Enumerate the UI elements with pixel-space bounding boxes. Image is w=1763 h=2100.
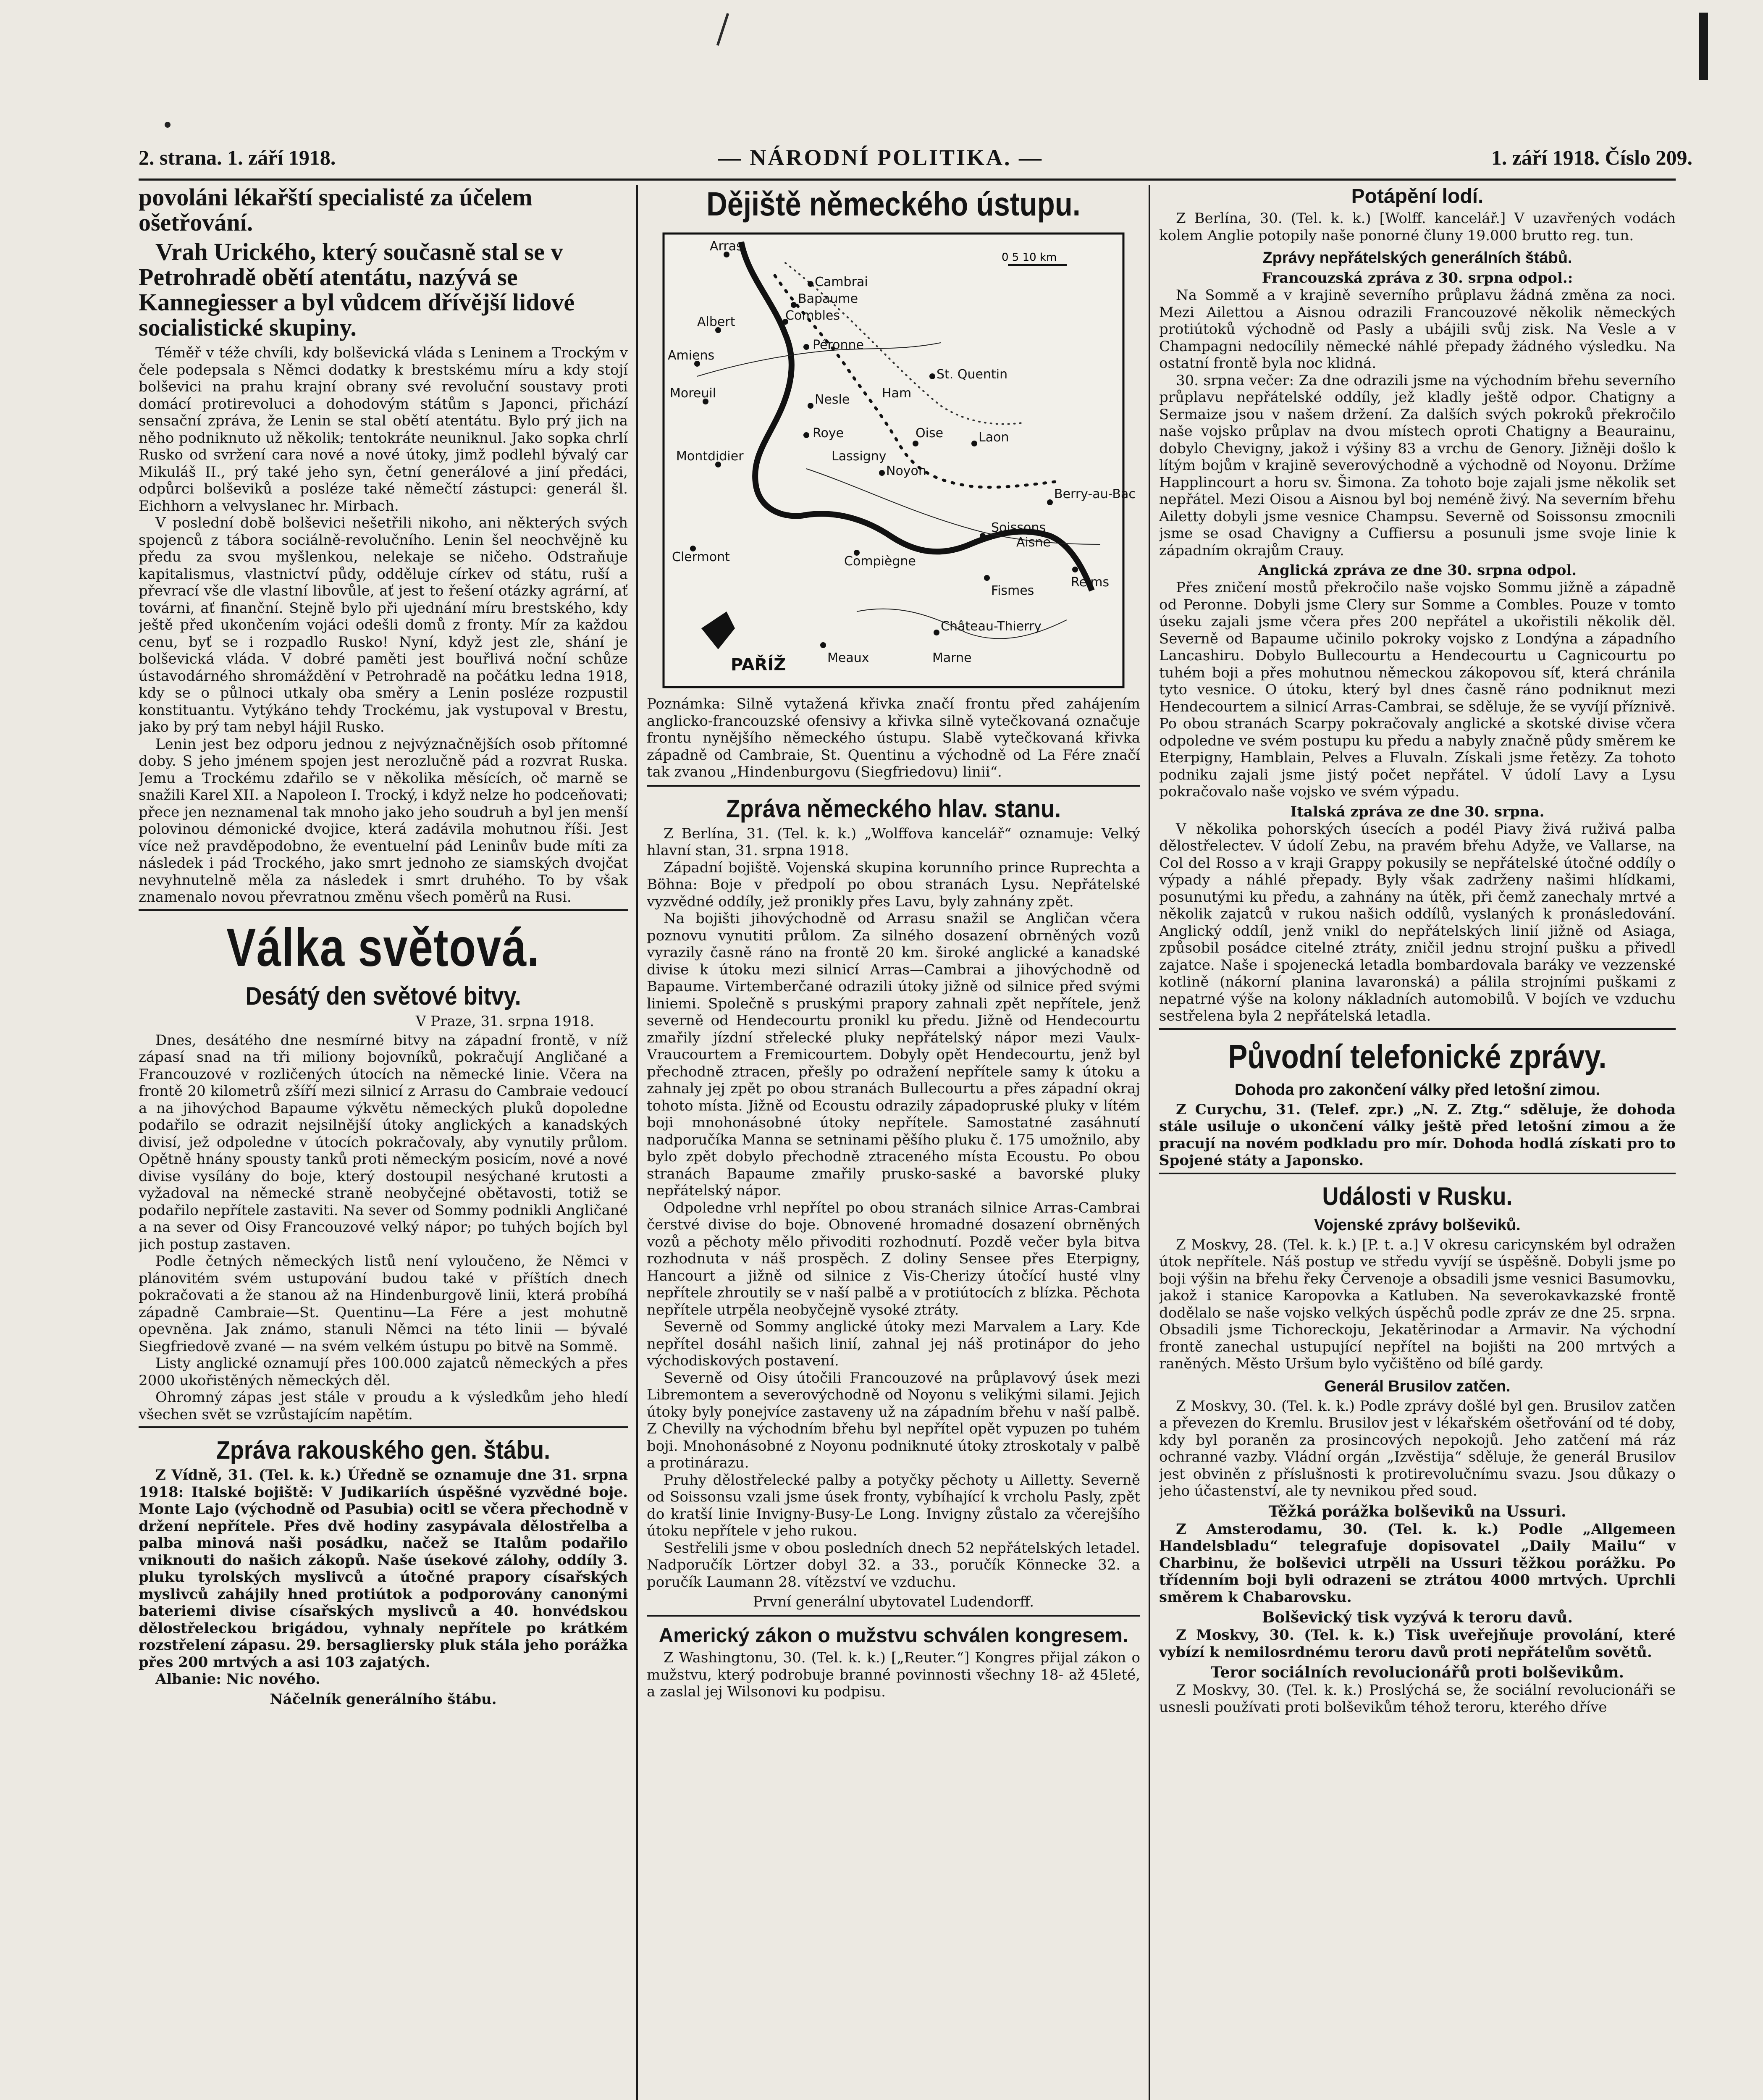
map-label: Péronne bbox=[813, 338, 864, 352]
map-label: Nesle bbox=[815, 392, 850, 407]
map-label: Ham bbox=[882, 386, 912, 401]
masthead-rule bbox=[139, 178, 1676, 181]
section-divider bbox=[1159, 1173, 1676, 1178]
map-label: Moreuil bbox=[670, 386, 716, 401]
udalosti-headline: Události v Rusku. bbox=[1322, 1182, 1513, 1210]
americky-article bbox=[647, 1649, 1140, 1701]
francouzska-subhead: Francouzská zpráva z 30. srpna odpol.: bbox=[1262, 270, 1573, 286]
tisk-headline: Bolševický tisk vyzývá k teroru davů. bbox=[1262, 1609, 1573, 1626]
nemecky-headline: Zpráva německého hlav. stanu. bbox=[726, 794, 1061, 823]
column-rule-2 bbox=[1149, 185, 1150, 2100]
article-paragraph: Z Vídně, 31. (Tel. k. k.) Úředně se oznamuje dne 31. srpna 1918: Italské bojiště: V Judikariích úspěšné vyzvědné boje. Monte Lajo (východně od Pasubia) ocitl se včera přechodně v držení nepřítele. Přes dvě hodiny zasypávala dělostřelba a palba minová naši posádku, načež se Italům podařilo vniknouti do našich zákopů. Naše úsekové zálohy, oddíly 3. pluku tyrolských myslivců a útočné prapory císařských myslivců zahájily hned protiútok a podporovány canonými bateriemi divise císařských myslivců a 40. honvédskou dělostřeleckou brigádou, vyhnaly nepřítele po krátkém rozstřelení zápasu. 29. bersagliersky pluk stála jeho porážka přes 200 mrtvých a asi 103 zajatých. bbox=[139, 1467, 628, 1671]
section-divider bbox=[139, 1426, 628, 1431]
map-label: Noyon bbox=[886, 464, 926, 478]
article-paragraph: Listy anglické oznamují přes 100.000 zajatců německých a přes 2000 ukořistěných německých děl. bbox=[139, 1355, 628, 1389]
masthead bbox=[139, 145, 1692, 178]
article-paragraph: Sestřelili jsme v obou posledních dnech 52 nepřátelských letadel. Nadporučík Lörtzer dobyl 32. a 33., poručík Könnecke 32. a poručík Laumann 28. vítězství ve vzduchu. bbox=[647, 1539, 1140, 1591]
nepratelske-headline: Zprávy nepřátelských generálních štábů. bbox=[1262, 249, 1572, 267]
article-paragraph: Severně od Oisy útočili Francouzové na průplavový úsek mezi Libremontem a severovýchodně od Noyonu s velikými silami. Jejich útoky byly ponejvíce zastaveny už na západním břehu v naší palbě. Z Chevilly na východním břehu byl nepřítel opět vypuzen po tuhém boji. Mnohonásobné z Noyonu podniknuté útoky ztroskotaly v palbě a protinárazu. bbox=[647, 1369, 1140, 1471]
map-label: Château-Thierry bbox=[941, 619, 1042, 634]
italska-article bbox=[1159, 821, 1676, 1025]
column-2 bbox=[647, 185, 1140, 2100]
article-paragraph: Z Berlína, 31. (Tel. k. k.) „Wolffova kancelář“ oznamuje: Velký hlavní stan, 31. srpna 1918. bbox=[647, 825, 1140, 859]
column-1 bbox=[139, 185, 628, 2100]
article-paragraph: Severně od Sommy anglické útoky mezi Marvalem a Lary. Kde nepřítel dosáhl našich linií, zahnal jej náš protinápor do jeho východiskových postavení. bbox=[647, 1318, 1140, 1369]
map-label: Lassigny bbox=[832, 449, 887, 464]
vojenske-headline: Vojenské zprávy bolševiků. bbox=[1314, 1216, 1521, 1234]
teror-article bbox=[1159, 1682, 1676, 1716]
valka-dateline: V Praze, 31. srpna 1918. bbox=[415, 1013, 594, 1030]
masthead-date-left: 2. strana. 1. září 1918. bbox=[139, 146, 336, 169]
section-divider bbox=[647, 785, 1140, 790]
map-label: Oise bbox=[916, 426, 944, 441]
map-headline: Dějiště německého ústupu. bbox=[706, 185, 1081, 223]
article-paragraph: Odpoledne vrhl nepřítel po obou stranách silnice Arras-Cambrai čerstvé divise do boje. Obnovené hromadné dosazení obrněných vozů a pěchoty mělo přivoditi rozhodnutí. Pozdě večer byla bitva rozhodnuta v náš prospěch. Z doliny Sensee přes Eterpigny, Hancourt a jižně od silnice z Vis-Cherizy útočící husté vlny nepřítele zhroutily se v naší palbě a v protiútocích z blízka. Pěchota nepřítele utrpěla neobyčejně vysoké ztráty. bbox=[647, 1199, 1140, 1318]
map-label: Bapaume bbox=[798, 291, 858, 306]
article-paragraph: Na Sommě a v krajině severního průplavu žádná změna za noci. Mezi Ailettou a Aisnou odrazili Francouzové několik německých protiútoků východně od Pasly a ubájili svůj zisk. Na Vesle a v Champagni nedocílily německé náhlé přepady žádného výsledku. Na ostatní frontě byla noc klidná. bbox=[1159, 287, 1676, 372]
map-drawing bbox=[647, 225, 1140, 691]
section-divider bbox=[647, 1615, 1140, 1620]
article-paragraph: Z Moskvy, 28. (Tel. k. k.) [P. t. a.] V okresu caricynském byl odražen útok nepřítele. Náš postup ve středu vyvíjí se úspěšně. Dobyli jsme po boji výšin na břehu řeky Červenoje a obsadili jsme vesnici Basumovku, jakož i stanice Karopovka a Katluben. Na severokavkazské frontě dodělalo se naše vojsko velkých úspěchů podle zpráv ze dne 25. srpna. Obsadili jsme Tichoreckoju, Jekatěrinodar a Armavir. Na východní frontě zanechal ustupující nepřítel na bojišti na 200 mrtvých a raněných. Město Uršum bylo vyčištěno od bílé gardy. bbox=[1159, 1236, 1676, 1372]
map-label: Fismes bbox=[991, 583, 1034, 598]
article-paragraph: Z Berlína, 30. (Tel. k. k.) [Wolff. kancelář.] V uzavřených vodách kolem Anglie potopily naše ponorné čluny 19.000 brutto reg. tun. bbox=[1159, 210, 1676, 244]
section-divider bbox=[1159, 1028, 1676, 1033]
article-paragraph: Podle četných německých listů není vyloučeno, že Němci v plánovitém svém ustupování budou také v příštích dnech pokračovati a že stanou až na Hindenburgově linii, která probíhá západně Cambraie—St. Quentinu—La Fére a jest mohutně opevněna. Jak známo, stanuli Němci na této linii — bývalé Siegfriedově zvané — na svém velkém ústupu po bitvě na Sommě. bbox=[139, 1253, 628, 1355]
map-label: Marne bbox=[932, 651, 972, 665]
valka-headline: Válka světová. bbox=[226, 917, 540, 978]
ink-speck bbox=[716, 13, 729, 46]
nemecky-article bbox=[647, 825, 1140, 1591]
article-paragraph: Západní bojiště. Vojenská skupina korunního prince Ruprechta a Böhna: Boje v předpolí po obou stranách Lysu. Nepřátelské vyzvědné oddíly, jež pronikly přes Lavu, byly zahnány zpět. bbox=[647, 859, 1140, 910]
front-map bbox=[647, 225, 1140, 691]
article-paragraph: Na bojišti jihovýchodně od Arrasu snažil se Angličan včera poznovu vynutiti průlom. Za silného dosazení obrněných vozů vyrazily časně ráno na frontě 20 km. široké anglické a kanadské divise k útoku mezi silnicí Arras—Cambrai a jihovýchodně od Bapaume. Virtemberčané odrazili útoky jižně od silnice před svými liniemi. Společně s pruskými prapory zahnali zpět nepřítele, jenž severně od Hendecourtu pronikl ku předu. Jižně od Hendecourtu zmařily jízdní střelecké pluky nepřátelský nápor mezi Vaulx-Vraucourtem a Fremicourtem. Dobyly opět Hendecourtu, jenž byl přechodně ztracen, přešly po odražení nepřítele samy k útoku a zahnaly jej zpět po obou stranách Bullecourtu a přes západní okraj tohoto místa. Jižně od Ecoustu odrazily západopruské pluky v lítém boji mnohonásobné útoky nepřítele. Samostatné zasáhnutí nadporučíka Manna se setninami pěšího pluku č. 175 umožnilo, aby bylo zpět dobylo přechodně ztraceného místa Ecoustu. Po obou stranách Bapaume zmařily prusko-saské a bavorské pluky nepřátelský nápor. bbox=[647, 910, 1140, 1199]
rakousky-signature: Náčelník generálního štábu. bbox=[270, 1690, 497, 1708]
map-label: Cambrai bbox=[815, 275, 868, 289]
map-label: Clermont bbox=[672, 550, 730, 564]
map-label: Albert bbox=[697, 315, 735, 329]
rakousky-headline: Zpráva rakouského gen. štábu. bbox=[216, 1436, 551, 1464]
article-paragraph: Lenin jest bez odporu jednou z nejvýznačnějších osob přítomné doby. S jeho jménem spojen jest nerozlučně pád a rozvrat Ruska. Jemu a Trockému zdařilo se v několika měsících, oč marně se snažili Karel XII. a Napoleon I. Trocký, i když nelze ho podceňovati; přece jen neznamenal tak mnoho jako jeho soudruh a byl jen menší polovinou démonické dvojice, která zadávila mohutnou říši. Jest více než pravděpodobno, že eventuelní pád Leninův bude míti za následek i pád Trockého, jako smrt jednoho ze siamských dvojčat nevyhnutelně měla za následek i smrt druhého. To by však znamenalo novou převratnou změnu všech poměrů na Rusi. bbox=[139, 735, 628, 906]
francouzska-article bbox=[1159, 287, 1676, 559]
article-paragraph: V několika pohorských úsecích a podél Piavy živá ruživá palba dělostřelectev. V údolí Zebu, na pravém břehu Adyže, ve Vallarse, na Col del Rosso a v kraji Grappy pokusily se nepřátelské útočné oddíly o výpady a náhlé přepady. Byly však zadrženy našimi hlídkami, posunutými ku předu, a zahnány na útěk, při čemž zanechaly mrtvé a několik zajatců v rukou našich oddílů, vyslaných k pronásledování. Anglický oddíl, jenž vnikl do nepřátelských linií jižně od Asiaga, způsobil posádce citelné ztráty, zničil jednu strojní pušku a přivedl zajatce. Naše i spojenecká letadla bombardovala baráky ve vezzenské kotlině (nákorní planina lavaronská) a pálila strojními puškami z nepatrné výše na kolony nákladních automobilů. V bojích ve vzduchu sestřelena byla 2 nepřátelská letadla. bbox=[1159, 820, 1676, 1024]
article-paragraph: Z Moskvy, 30. (Tel. k. k.) Tisk uveřejňuje provolání, které vybízí k nemilosrdnému teroru davů proti nepřátelům sovětů. bbox=[1159, 1627, 1676, 1661]
vojenske-article bbox=[1159, 1236, 1676, 1373]
article-paragraph: 30. srpna večer: Za dne odrazili jsme na východním břehu severního průplavu nepřátelské oddíly, jež kladly ještě odpor. Chatigny a Sermaize jsou v našem držení. Za dalších svých pokroků překročilo naše vojsko průplav na dvou místech oproti Chatigny a Beaurainu, dobylo Chevigny, jakož i výšiny 83 a vrchu de Genory. Jižněji došlo k lítým bojům v krajině severovýchodně a východně od Noyonu. Držíme Happlincourt a horu sv. Šimona. Za tohoto boje zajali jsme několik set nepřátel. Mezi Oisou a Aisnou byl boj neméně živý. Na severním břehu Ailetty dobyli jsme vesnice Champsu. Severně od Soissonsu zmocnili jsme se osad Chavigny a Cuffiersu a posunuli jsme svoje linie k západním okrajům Crauy. bbox=[1159, 372, 1676, 559]
lenin-article bbox=[139, 344, 628, 906]
kannegiesser-lead: Vrah Urického, který současně stal se v Petrohradě obětí atentátu, nazývá se Kannegiesser a byl vůdcem dřívější lidové socialistické skupiny. bbox=[139, 238, 575, 341]
masthead-title: — NÁRODNÍ POLITIKA. — bbox=[718, 145, 1044, 170]
anglicka-subhead: Anglická zpráva ze dne 30. srpna odpol. bbox=[1258, 562, 1577, 579]
potapeni-headline: Potápění lodí. bbox=[1351, 185, 1484, 207]
map-label: St. Quentin bbox=[937, 367, 1008, 382]
article-paragraph: Pruhy dělostřelecké palby a potyčky pěchoty u Ailletty. Severně od Soissonsu vzali jsme úsek fronty, vybíhající k vrcholu Pasly, zpět do kratší linie Invigny-Busy-Le Long. Invigny zůstalo za včerejšího útoku nepřítele v jeho rukou. bbox=[647, 1471, 1140, 1539]
map-label: PAŘÍŽ bbox=[731, 655, 786, 675]
map-label: Soissons bbox=[991, 520, 1046, 535]
nemecky-signature: První generální ubytovatel Ludendorff. bbox=[753, 1593, 1034, 1610]
article-paragraph: Z Curychu, 31. (Telef. zpr.) „N. Z. Ztg.“ sděluje, že dohoda stále usiluje o ukončení války ještě před letošní zimou a že pracují na novém podkladu pro mír. Dohoda hodlá získati pro to Spojené státy a Japonsko. bbox=[1159, 1101, 1676, 1169]
article-paragraph: Albanie: Nic nového. bbox=[155, 1671, 320, 1688]
ink-speck bbox=[165, 122, 171, 128]
map-label: Montdidier bbox=[676, 449, 744, 464]
tezka-article bbox=[1159, 1521, 1676, 1606]
map-label: Reims bbox=[1071, 575, 1110, 590]
map-scale: 0 5 10 km bbox=[1002, 251, 1057, 264]
column-3 bbox=[1159, 185, 1676, 2100]
article-paragraph: Ohromný zápas jest stále v proudu a k výsledkům jeho hledí všechen svět se vzrůstajícím napětím. bbox=[139, 1389, 628, 1423]
article-paragraph: Z Washingtonu, 30. (Tel. k. k.) [„Reuter.“] Kongres přijal zákon o mužstvu, který podrobuje branné povinnosti všechny 18- až 45leté, a zaslal jej Wilsonovi ku podpisu. bbox=[647, 1649, 1140, 1700]
map-label: Aisne bbox=[1016, 535, 1051, 550]
article-paragraph: Téměř v téže chvíli, kdy bolševická vláda s Leninem a Trockým v čele podepsala s Němci dodatky k brestskému míru a kdy stojí bolševici na prahu krajní obrany své revoluční soustavy proti domácí protirevoluci a dohodovým státům s Japonci, přichází sensační zpráva, že Lenin se stal obětí atentátu. Bylo prý jich na něho podniknuto už několik; tentokráte neuniknul. Jako sopka chrlí Rusko od svržení cara nové a nové útoky, jimž podlehl bývalý car Mikuláš II., prý také jeho syn, četní generálové a jiní předáci, odpůrci bolševiků a posléze také němečtí zástupci: generál šl. Eichhorn a velvyslanec hr. Mirbach. bbox=[139, 344, 628, 514]
italska-subhead: Italská zpráva ze dne 30. srpna. bbox=[1290, 803, 1545, 820]
column-rule-1 bbox=[636, 185, 638, 2100]
anglicka-article bbox=[1159, 579, 1676, 801]
puvodni-headline: Původní telefonické zprávy. bbox=[1228, 1037, 1607, 1075]
article-paragraph: Z Moskvy, 30. (Tel. k. k.) Proslýchá se, že sociální revolucionáři se usnesli používati proti bolševikům téhož teroru, kterého dříve bbox=[1159, 1682, 1676, 1716]
article-paragraph: Přes zničení mostů překročilo naše vojsko Sommu jižně a západně od Peronne. Dobyli jsme Clery sur Somme a Combles. Pouze v tomto úseku zajali jsme včera přes 200 nepřátel a ukořistili několik děl. Severně od Bapaume učinilo pokroky vojsko z Londýna a západního Lancashiru. Dobylo Bullecourtu a Hendecourtu u Cagnicourtu po tuhém boji a přes mohutnou německou zákopovou síť, která chránila tyto vesnice. O útoku, který byl dnes časně ráno podniknut mezi Hendecourtem a silnicí Arras-Cambrai, se sděluje, že se vyvíjí příznivě. Po obou stranách Scarpy pokračovaly anglické a skotské divise včera odpoledne ve svém postupu ku předu a nabyly značně půdy směrem ke Eterpigny, Hamblain, Pelves a Fluvaln. Získali jsme řetězy. Za tohoto podniku zajali jsme jistý počet nepřátel. V údolí Lavy a Lysu pokračovalo naše vojsko ve svém výpadu. bbox=[1159, 579, 1676, 800]
map-label: Laon bbox=[979, 430, 1009, 445]
teror-headline: Teror sociálních revolucionářů proti bolševikům. bbox=[1210, 1664, 1624, 1681]
map-label: Roye bbox=[813, 426, 844, 441]
article-paragraph: V poslední době bolševici nešetřili nikoho, ani některých svých spojenců z tábora sociálně-revolučního. Lenin šel neochvějně ku předu za svou myšlenkou, nelekaje se ničeho. Odstraňuje kapitalismus, vlastnictví půdy, odděluje církev od státu, ruší a převrací vše dle vlastní libovůle, ať jest to řešení otázky agrární, ať továrni, ať finanční. Stejně bylo při ujednání míru brestského, kdy ještě před ukončením vojáci odešli domů z fronty. Mír za každou cenu, byť se i rozpadlo Rusko! Nyní, když jest zle, shání je bolševická vláda. V dobré paměti jest bouřlivá noční schůze ústavodárného shromáždění v Petrohradě na počátku ledna 1918, kdy se o půlnoci utkaly oba směry a Lenin posléze rozpustil konstituantu. Vytýkáno tehdy Trockému, jak vystupoval v Brestu, jako by prý tam nebyl hájil Rusko. bbox=[139, 514, 628, 735]
ink-speck bbox=[1699, 13, 1708, 80]
brusilov-article bbox=[1159, 1398, 1676, 1500]
tisk-article bbox=[1159, 1627, 1676, 1661]
article-paragraph: Dnes, desátého dne nesmírné bitvy na západní frontě, v níž zápasí snad na tři miliony bojovníků, pokračují Angličané a Francouzové v rozličených útocích na německé linie. Včera na frontě 20 kilometrů zšíří mezi silnicí z Arrasu do Cambraie vedoucí a na jihovýchod Bapaume výkvětu německých pluků dopoledne podařilo se odrazit nejsilnější útoky anglických a kanadských divisí, jež odpoledne v útocích pokračovaly, aby vynutily průlom. Opětně hnány spousty tanků proti německým posicím, nové a nové divise vysílány do boje, který dostoupil nesýchané krutosti a vyžadoval na německé straně neobyčejné obětavosti, totiž se podařilo nepřítele zastaviti. Na sever od Sommy podnikli Angličané a na sever od Oisy Francouzové velký nápor; po tuhých bojích byl jich postup zastaven. bbox=[139, 1032, 628, 1253]
map-label: Berry-au-Bac bbox=[1054, 487, 1136, 501]
map-label: Combles bbox=[785, 308, 840, 323]
section-divider bbox=[139, 909, 628, 914]
valka-article bbox=[139, 1032, 628, 1423]
potapeni-article bbox=[1159, 210, 1676, 244]
tezka-headline: Těžká porážka bolševiků na Ussuri. bbox=[1268, 1502, 1566, 1520]
americky-headline: Americký zákon o mužstvu schválen kongresem. bbox=[659, 1625, 1128, 1647]
brusilov-headline: Generál Brusilov zatčen. bbox=[1324, 1377, 1511, 1395]
valka-subheadline: Desátý den světové bitvy. bbox=[245, 982, 521, 1010]
map-label: Compiègne bbox=[844, 554, 916, 569]
intro-lead: povoláni lékařští specialisté za účelem ošetřování. bbox=[139, 185, 533, 236]
article-paragraph: Z Moskvy, 30. (Tel. k. k.) Podle zprávy došlé byl gen. Brusilov zatčen a převezen do Kremlu. Brusilov jest v lékařském ošetřování od té doby, kdy byl poraněn za prosincových nepokojů. Jeho zatčení má ráz ochranné vazby. Vládní orgán „Izvěstija“ sděluje, že generál Brusilov jest obviněn z příslušnosti k protirevolučnímu svazu. Jsou důkazy o jeho účastenství, ale ty nevnikou před soud. bbox=[1159, 1397, 1676, 1499]
map-label: Arras bbox=[710, 239, 743, 254]
rakousky-article bbox=[139, 1467, 628, 1688]
map-note: Poznámka: Silně vytažená křivka značí frontu před zahájením anglicko-francouzské ofensivy a křivka silně vytečkovaná označuje frontu nynějšího německého ústupu. Slabě vytečkovaná křivka západně od Cambraie, St. Quentinu a východně od La Fére značí tak zvanou „Hindenburgovu (Siegfriedovu) linii“. bbox=[647, 696, 1140, 780]
dohoda-headline: Dohoda pro zakončení války před letošní zimou. bbox=[1235, 1081, 1600, 1099]
masthead-date-right: 1. září 1918. Číslo 209. bbox=[1491, 146, 1692, 169]
dohoda-article bbox=[1159, 1101, 1676, 1169]
map-label: Meaux bbox=[827, 651, 869, 665]
article-paragraph: Z Amsterodamu, 30. (Tel. k. k.) Podle „Allgemeen Handelsbladu“ telegrafuje dopisovatel „Daily Mailu“ v Charbinu, že bolševici utrpěli na Ussuri těžkou porážku. Po třídenním boji byli odrazeni se ztrátou 4000 mrtvých. Uprchli směrem k Chabarovsku. bbox=[1159, 1520, 1676, 1606]
map-label: Amiens bbox=[668, 348, 715, 363]
